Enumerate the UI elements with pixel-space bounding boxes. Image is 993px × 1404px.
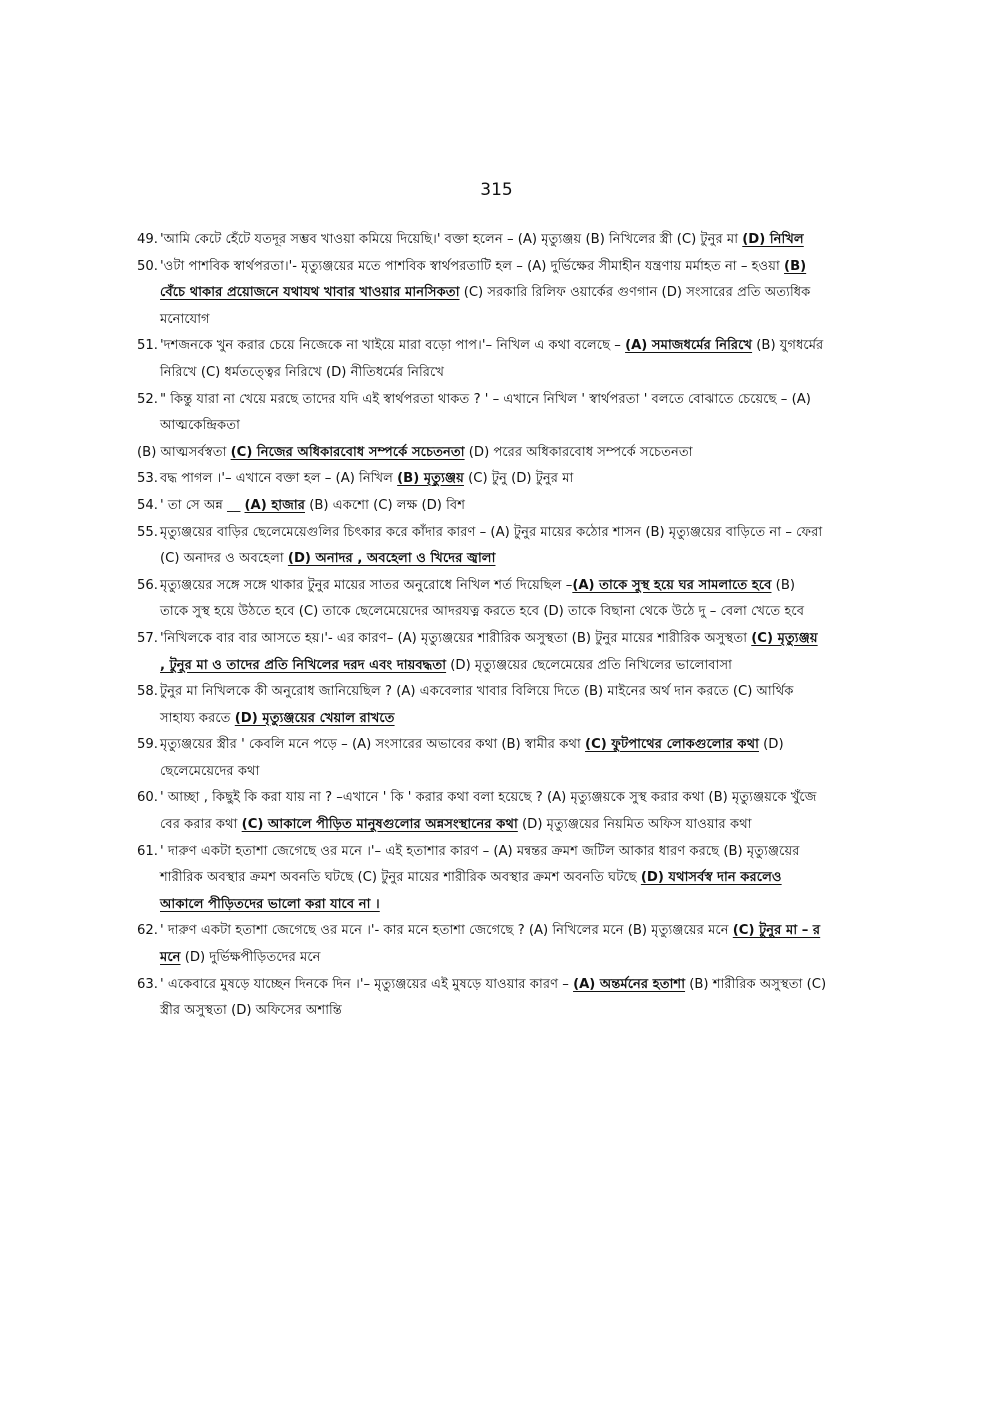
question-options: (B) তাকে সুস্থ হয়ে উঠতে হবে (C) তাকে ছেলেমেয়েদের আদরযত্ন করতে হবে (D) তাকে বিছানা থেকে উঠে দু – বেলা খেতে হবে <box>160 577 805 620</box>
question-options: (D) দুর্ভিক্ষপীড়িতদের মনে <box>180 950 321 966</box>
correct-answer: (D) অনাদর , অবহেলা ও খিদের জ্বালা <box>287 551 496 567</box>
question-options: (D) মৃত্যুঞ্জয়ের নিয়মিত অফিস যাওয়ার কথা <box>517 817 752 833</box>
question-51 <box>137 333 827 386</box>
correct-answer: (A) হাজার <box>244 497 305 513</box>
question-56 <box>137 573 827 626</box>
question-text: মৃত্যুঞ্জয়ের বাড়ির ছেলেমেয়েগুলির চিৎকার করে কাঁদার কারণ – (A) টুনুর মায়ের কঠোর শাসন (B) মৃত্যুঞ্জয়ের বাড়িতে না – ফেরা (C) অনাদর ও অবহেলা <box>160 524 823 567</box>
question-number: 56. <box>137 577 158 593</box>
question-number: 58. <box>137 684 158 700</box>
correct-answer: (C) ফুটপাথের লোকগুলোর কথা <box>585 737 759 753</box>
question-number: 51. <box>137 338 158 354</box>
question-57 <box>137 626 827 679</box>
question-text: 'দশজনকে খুন করার চেয়ে নিজেকে না খাইয়ে মারা বড়ো পাপ।'– নিখিল এ কথা বলেছে – <box>160 338 626 354</box>
question-number: 54. <box>137 497 158 513</box>
question-number: 52. <box>137 391 158 407</box>
question-options: (C) টুনু (D) টুনুর মা <box>463 471 574 487</box>
question-number: 57. <box>137 630 158 646</box>
question-number: 50. <box>137 258 158 274</box>
correct-answer: (C) নিজের অধিকারবোধ সম্পর্কে সচেতনতা <box>230 444 465 460</box>
question-52-continued <box>137 440 827 467</box>
question-text: ' একেবারে মুষড়ে যাচ্ছেন দিনকে দিন ।'– মৃত্যুঞ্জয়ের এই মুষড়ে যাওয়ার কারণ – <box>160 976 574 992</box>
question-text: ' তা সে অন্ন __ <box>160 497 245 513</box>
question-options: (D) ছেলেমেয়েদের কথা <box>160 737 784 779</box>
question-text: টুনুর মা নিখিলকে কী অনুরোধ জানিয়েছিল ? (A) একবেলার খাবার বিলিয়ে দিতে (B) মাইনের অর্থ দান করতে (C) আর্থিক সাহায্য করতে <box>160 684 794 726</box>
question-54 <box>137 493 827 520</box>
question-list <box>137 227 827 1025</box>
question-text: 'নিখিলকে বার বার আসতে হয়।'- এর কারণ– (A) মৃত্যুঞ্জয়ের শারীরিক অসুস্থতা (B) টুনুর মায়ের শারীরিক অসুস্থতা <box>160 630 752 646</box>
question-52 <box>137 387 827 440</box>
question-61 <box>137 839 827 919</box>
question-options: (B) একশো (C) লক্ষ (D) বিশ <box>305 497 466 513</box>
question-55 <box>137 520 827 573</box>
question-text: ' আচ্ছা , কিছুই কি করা যায় না ? –এখানে ' কি ' করার কথা বলা হয়েছে ? (A) মৃত্যুঞ্জয়কে সুস্থ করার কথা (B) মৃত্যুঞ্জয়কে খুঁজে বের করার কথা <box>160 790 817 833</box>
correct-answer: (B) বেঁচে থাকার প্রয়োজনে যথাযথ খাবার খাওয়ার মানসিকতা <box>160 258 807 301</box>
correct-answer: (A) সমাজধর্মের নিরিখে <box>625 338 753 354</box>
question-text: ' দারুণ একটা হতাশা জেগেছে ওর মনে ।'– এই হতাশার কারণ – (A) মন্বন্তর ক্রমশ জটিল আকার ধারণ করছে (B) মৃত্যুঞ্জয়ের শারীরিক অবস্থার ক্রমশ অবনতি ঘটছে (C) টুনুর মায়ের শারীরিক অবস্থার ক্রমশ অবনতি ঘটছে <box>160 843 800 886</box>
page-number: 315 <box>480 180 513 200</box>
question-options: (B) শারীরিক অসুস্থতা (C) স্ত্রীর অসুস্থতা (D) অফিসের অশান্তি <box>160 976 827 1019</box>
question-number: 63. <box>137 976 158 992</box>
question-text: (B) আত্মসর্বস্বতা <box>137 444 231 460</box>
question-63 <box>137 972 827 1025</box>
question-text: মৃত্যুঞ্জয়ের সঙ্গে সঙ্গে থাকার টুনুর মায়ের সাতর অনুরোধে নিখিল শর্ত দিয়েছিল – <box>160 577 573 593</box>
question-60 <box>137 785 827 838</box>
correct-answer: (A) তাকে সুস্থ হয়ে ঘর সামলাতে হবে <box>572 577 772 593</box>
question-number: 62. <box>137 923 158 939</box>
question-text: ' দারুণ একটা হতাশা জেগেছে ওর মনে ।'- কার মনে হতাশা জেগেছে ? (A) নিখিলের মনে (B) মৃত্যুঞ্জয়ের মনে <box>160 923 733 939</box>
question-62 <box>137 918 827 971</box>
correct-answer: (A) অন্তর্মনের হতাশা <box>573 976 686 992</box>
correct-answer: (C) আকালে পীড়িত মানুষগুলোর অন্নসংস্থানের কথা <box>241 817 518 833</box>
question-50 <box>137 254 827 334</box>
correct-answer: (C) টুনুর মা – র মনে <box>160 923 821 966</box>
question-number: 55. <box>137 524 158 540</box>
question-number: 61. <box>137 843 158 859</box>
question-options: (B) যুগধর্মের নিরিখে (C) ধর্মতত্ত্বের নিরিখে (D) নীতিধর্মের নিরিখে <box>160 338 824 380</box>
correct-answer: (B) মৃত্যুঞ্জয় <box>397 471 464 487</box>
question-53 <box>137 466 827 493</box>
question-49 <box>137 227 827 254</box>
question-58 <box>137 679 827 732</box>
question-options: (C) সরকারি রিলিফ ওয়ার্কের গুণগান (D) সংসারের প্রতি অত্যধিক মনোযোগ <box>160 285 811 327</box>
question-text: মৃত্যুঞ্জয়ের স্ত্রীর ' কেবলি মনে পড়ে – (A) সংসারের অভাবের কথা (B) স্বামীর কথা <box>160 737 586 753</box>
correct-answer: (D) নিখিল <box>742 232 804 247</box>
question-options: (D) মৃত্যুঞ্জয়ের ছেলেমেয়ের প্রতি নিখিলের ভালোবাসা <box>446 657 732 673</box>
question-text: " কিন্তু যারা না খেয়ে মরছে তাদের যদি এই স্বার্থপরতা থাকত ? ' – এখানে নিখিল ' স্বার্থপরতা ' বলতে বোঝাতে চেয়েছে – (A) আত্মকেন্দ্রিকতা <box>160 391 811 434</box>
question-text: 'ওটা পাশবিক স্বার্থপরতা।'- মৃত্যুঞ্জয়ের মতে পাশবিক স্বার্থপরতাটি হল – (A) দুর্ভিক্ষের সীমাহীন যন্ত্রণায় মর্মাহত না – হওয়া <box>160 258 785 274</box>
question-59 <box>137 732 827 785</box>
question-number: 49. <box>137 232 158 247</box>
question-text: বদ্ধ পাগল ।'– এখানে বক্তা হল – (A) নিখিল <box>160 471 398 487</box>
correct-answer: (C) মৃত্যুঞ্জয় , টুনুর মা ও তাদের প্রতি নিখিলের দরদ এবং দায়বদ্ধতা <box>160 630 818 673</box>
question-options: (D) পরের অধিকারবোধ সম্পর্কে সচেতনতা <box>464 444 693 460</box>
correct-answer: (D) মৃত্যুঞ্জয়ের খেয়াল রাখতে <box>234 710 395 726</box>
question-number: 53. <box>137 471 158 487</box>
correct-answer: (D) যথাসর্বস্ব দান করলেও আকালে পীড়িতদের ভালো করা যাবে না । <box>160 870 782 912</box>
question-text: 'আমি কেটে হেঁটে যতদূর সম্ভব খাওয়া কমিয়ে দিয়েছি।' বক্তা হলেন – (A) মৃত্যুঞ্জয় (B) নিখিলের স্ত্রী (C) টুনুর মা <box>160 232 743 247</box>
question-number: 59. <box>137 737 158 753</box>
question-number: 60. <box>137 790 158 806</box>
